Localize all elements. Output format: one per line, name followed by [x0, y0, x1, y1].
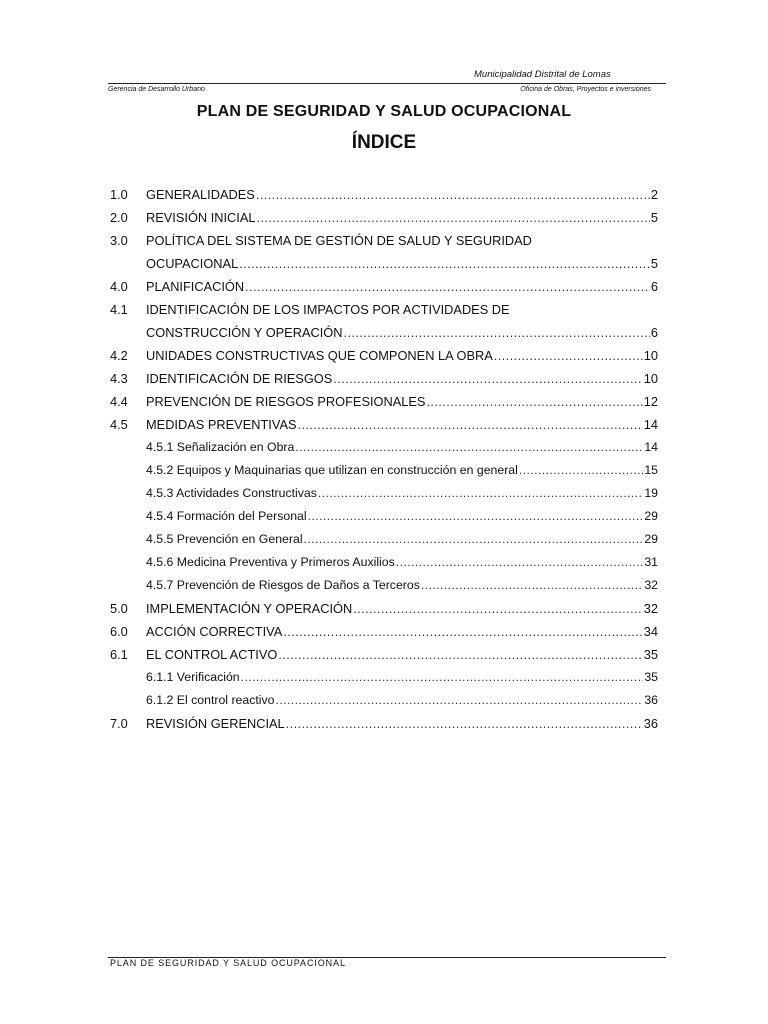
toc-title: 4.5.1 Señalización en Obra [146, 440, 295, 454]
header-department: Gerencia de Desarrollo Urbano [108, 86, 205, 93]
toc-entry[interactable] [108, 598, 658, 621]
toc-entry[interactable] [108, 207, 658, 230]
toc-page-number: 6 [650, 279, 658, 294]
toc-number: 4.4 [110, 394, 128, 409]
toc-page-number: 32 [643, 601, 658, 616]
toc-title: 6.1.2 El control reactivo [146, 693, 275, 707]
toc-title: CONSTRUCCIÓN Y OPERACIÓN [146, 325, 343, 340]
dot-leader [308, 509, 644, 523]
toc-title: 4.5.6 Medicina Preventiva y Primeros Auxilios [146, 555, 395, 569]
toc-subentry[interactable] [108, 529, 658, 552]
toc-page-number: 36 [643, 716, 658, 731]
toc-page-number: 32 [644, 578, 658, 592]
toc-number: 4.3 [110, 371, 128, 386]
toc-subentry[interactable] [108, 460, 658, 483]
toc-title: IMPLEMENTACIÓN Y OPERACIÓN [146, 601, 353, 616]
toc-subentry[interactable] [108, 483, 658, 506]
table-of-contents [108, 184, 658, 736]
document-title: PLAN DE SEGURIDAD Y SALUD OCUPACIONAL [196, 103, 572, 120]
toc-page-number: 31 [644, 555, 658, 569]
toc-entry[interactable] [108, 644, 658, 667]
toc-number: 2.0 [110, 210, 128, 225]
toc-title: GENERALIDADES [146, 187, 255, 202]
toc-number: 7.0 [110, 716, 128, 731]
toc-title: 4.5.7 Prevención de Riesgos de Daños a Terceros [146, 578, 420, 592]
toc-page-number: 14 [643, 417, 658, 432]
toc-title: PLANIFICACIÓN [146, 279, 245, 294]
toc-page-number: 6 [650, 325, 658, 340]
toc-title: UNIDADES CONSTRUCTIVAS QUE COMPONEN LA OBRA [146, 348, 493, 363]
toc-entry[interactable] [108, 391, 658, 414]
dot-leader [295, 440, 643, 454]
toc-entry[interactable] [108, 713, 658, 736]
page-footer: PLAN DE SEGURIDAD Y SALUD OCUPACIONAL [110, 958, 346, 968]
dot-leader [421, 578, 643, 592]
toc-title-line1: IDENTIFICACIÓN DE LOS IMPACTOS POR ACTIVIDADES DE [146, 302, 510, 317]
dot-leader [245, 279, 650, 294]
toc-title: 4.5.2 Equipos y Maquinarias que utilizan en construcción en general [146, 463, 518, 477]
toc-entry[interactable] [108, 184, 658, 207]
toc-title: IDENTIFICACIÓN DE RIESGOS [146, 371, 333, 386]
toc-entry[interactable] [108, 299, 658, 345]
toc-title: EL CONTROL ACTIVO [146, 647, 278, 662]
dot-leader [353, 601, 643, 616]
toc-page-number: 34 [643, 624, 658, 639]
dot-leader [276, 693, 644, 707]
header-office: Oficina de Obras, Proyectos e inversiones [520, 86, 651, 93]
toc-title: 4.5.4 Formación del Personal [146, 509, 307, 523]
toc-subentry[interactable] [108, 690, 658, 713]
toc-number: 4.2 [110, 348, 128, 363]
index-heading: ÍNDICE [351, 132, 417, 153]
header-organization: Municipalidad Distrital de Lomas [474, 69, 611, 80]
toc-entry[interactable] [108, 368, 658, 391]
dot-leader [257, 210, 650, 225]
dot-leader [283, 624, 642, 639]
dot-leader [286, 716, 643, 731]
toc-number: 4.1 [110, 302, 128, 317]
dot-leader [239, 256, 650, 271]
toc-entry[interactable] [108, 621, 658, 644]
toc-title: 6.1.1 Verificación [146, 670, 240, 684]
toc-number: 4.5 [110, 417, 128, 432]
toc-page-number: 29 [644, 532, 658, 546]
toc-title: OCUPACIONAL [146, 256, 239, 271]
toc-title: PREVENCIÓN DE RIESGOS PROFESIONALES [146, 394, 426, 409]
dot-leader [298, 417, 643, 432]
dot-leader [343, 325, 649, 340]
dot-leader [519, 463, 643, 477]
toc-page-number: 12 [643, 394, 658, 409]
toc-title-line1: POLÍTICA DEL SISTEMA DE GESTIÓN DE SALUD Y SEGURIDAD [146, 233, 532, 248]
toc-subentry[interactable] [108, 506, 658, 529]
toc-page-number: 15 [644, 463, 658, 477]
header-divider [108, 83, 666, 84]
toc-title: 4.5.5 Prevención en General [146, 532, 303, 546]
toc-page-number: 14 [644, 440, 658, 454]
toc-number: 6.1 [110, 647, 128, 662]
dot-leader [426, 394, 642, 409]
toc-entry[interactable] [108, 230, 658, 276]
toc-number: 4.0 [110, 279, 128, 294]
toc-entry[interactable] [108, 276, 658, 299]
dot-leader [494, 348, 643, 363]
dot-leader [304, 532, 644, 546]
toc-page-number: 2 [650, 187, 658, 202]
toc-page-number: 36 [644, 693, 658, 707]
toc-page-number: 19 [644, 486, 658, 500]
toc-title: REVISIÓN INICIAL [146, 210, 256, 225]
toc-page-number: 10 [643, 348, 658, 363]
toc-title: REVISIÓN GERENCIAL [146, 716, 285, 731]
toc-entry[interactable] [108, 345, 658, 368]
toc-page-number: 5 [650, 256, 658, 271]
toc-page-number: 10 [643, 371, 658, 386]
toc-title: 4.5.3 Actividades Constructivas [146, 486, 317, 500]
dot-leader [241, 670, 644, 684]
toc-number: 3.0 [110, 233, 128, 248]
toc-subentry[interactable] [108, 667, 658, 690]
toc-title: MEDIDAS PREVENTIVAS [146, 417, 297, 432]
dot-leader [278, 647, 642, 662]
toc-subentry[interactable] [108, 575, 658, 598]
toc-number: 1.0 [110, 187, 128, 202]
toc-page-number: 5 [650, 210, 658, 225]
toc-number: 5.0 [110, 601, 128, 616]
toc-subentry[interactable] [108, 552, 658, 575]
toc-number: 6.0 [110, 624, 128, 639]
toc-page-number: 35 [643, 647, 658, 662]
dot-leader [318, 486, 643, 500]
toc-page-number: 35 [644, 670, 658, 684]
toc-title: ACCIÓN CORRECTIVA [146, 624, 283, 639]
toc-page-number: 29 [644, 509, 658, 523]
toc-subentry[interactable] [108, 437, 658, 460]
dot-leader [333, 371, 642, 386]
dot-leader [256, 187, 650, 202]
toc-entry[interactable] [108, 414, 658, 437]
dot-leader [396, 555, 644, 569]
